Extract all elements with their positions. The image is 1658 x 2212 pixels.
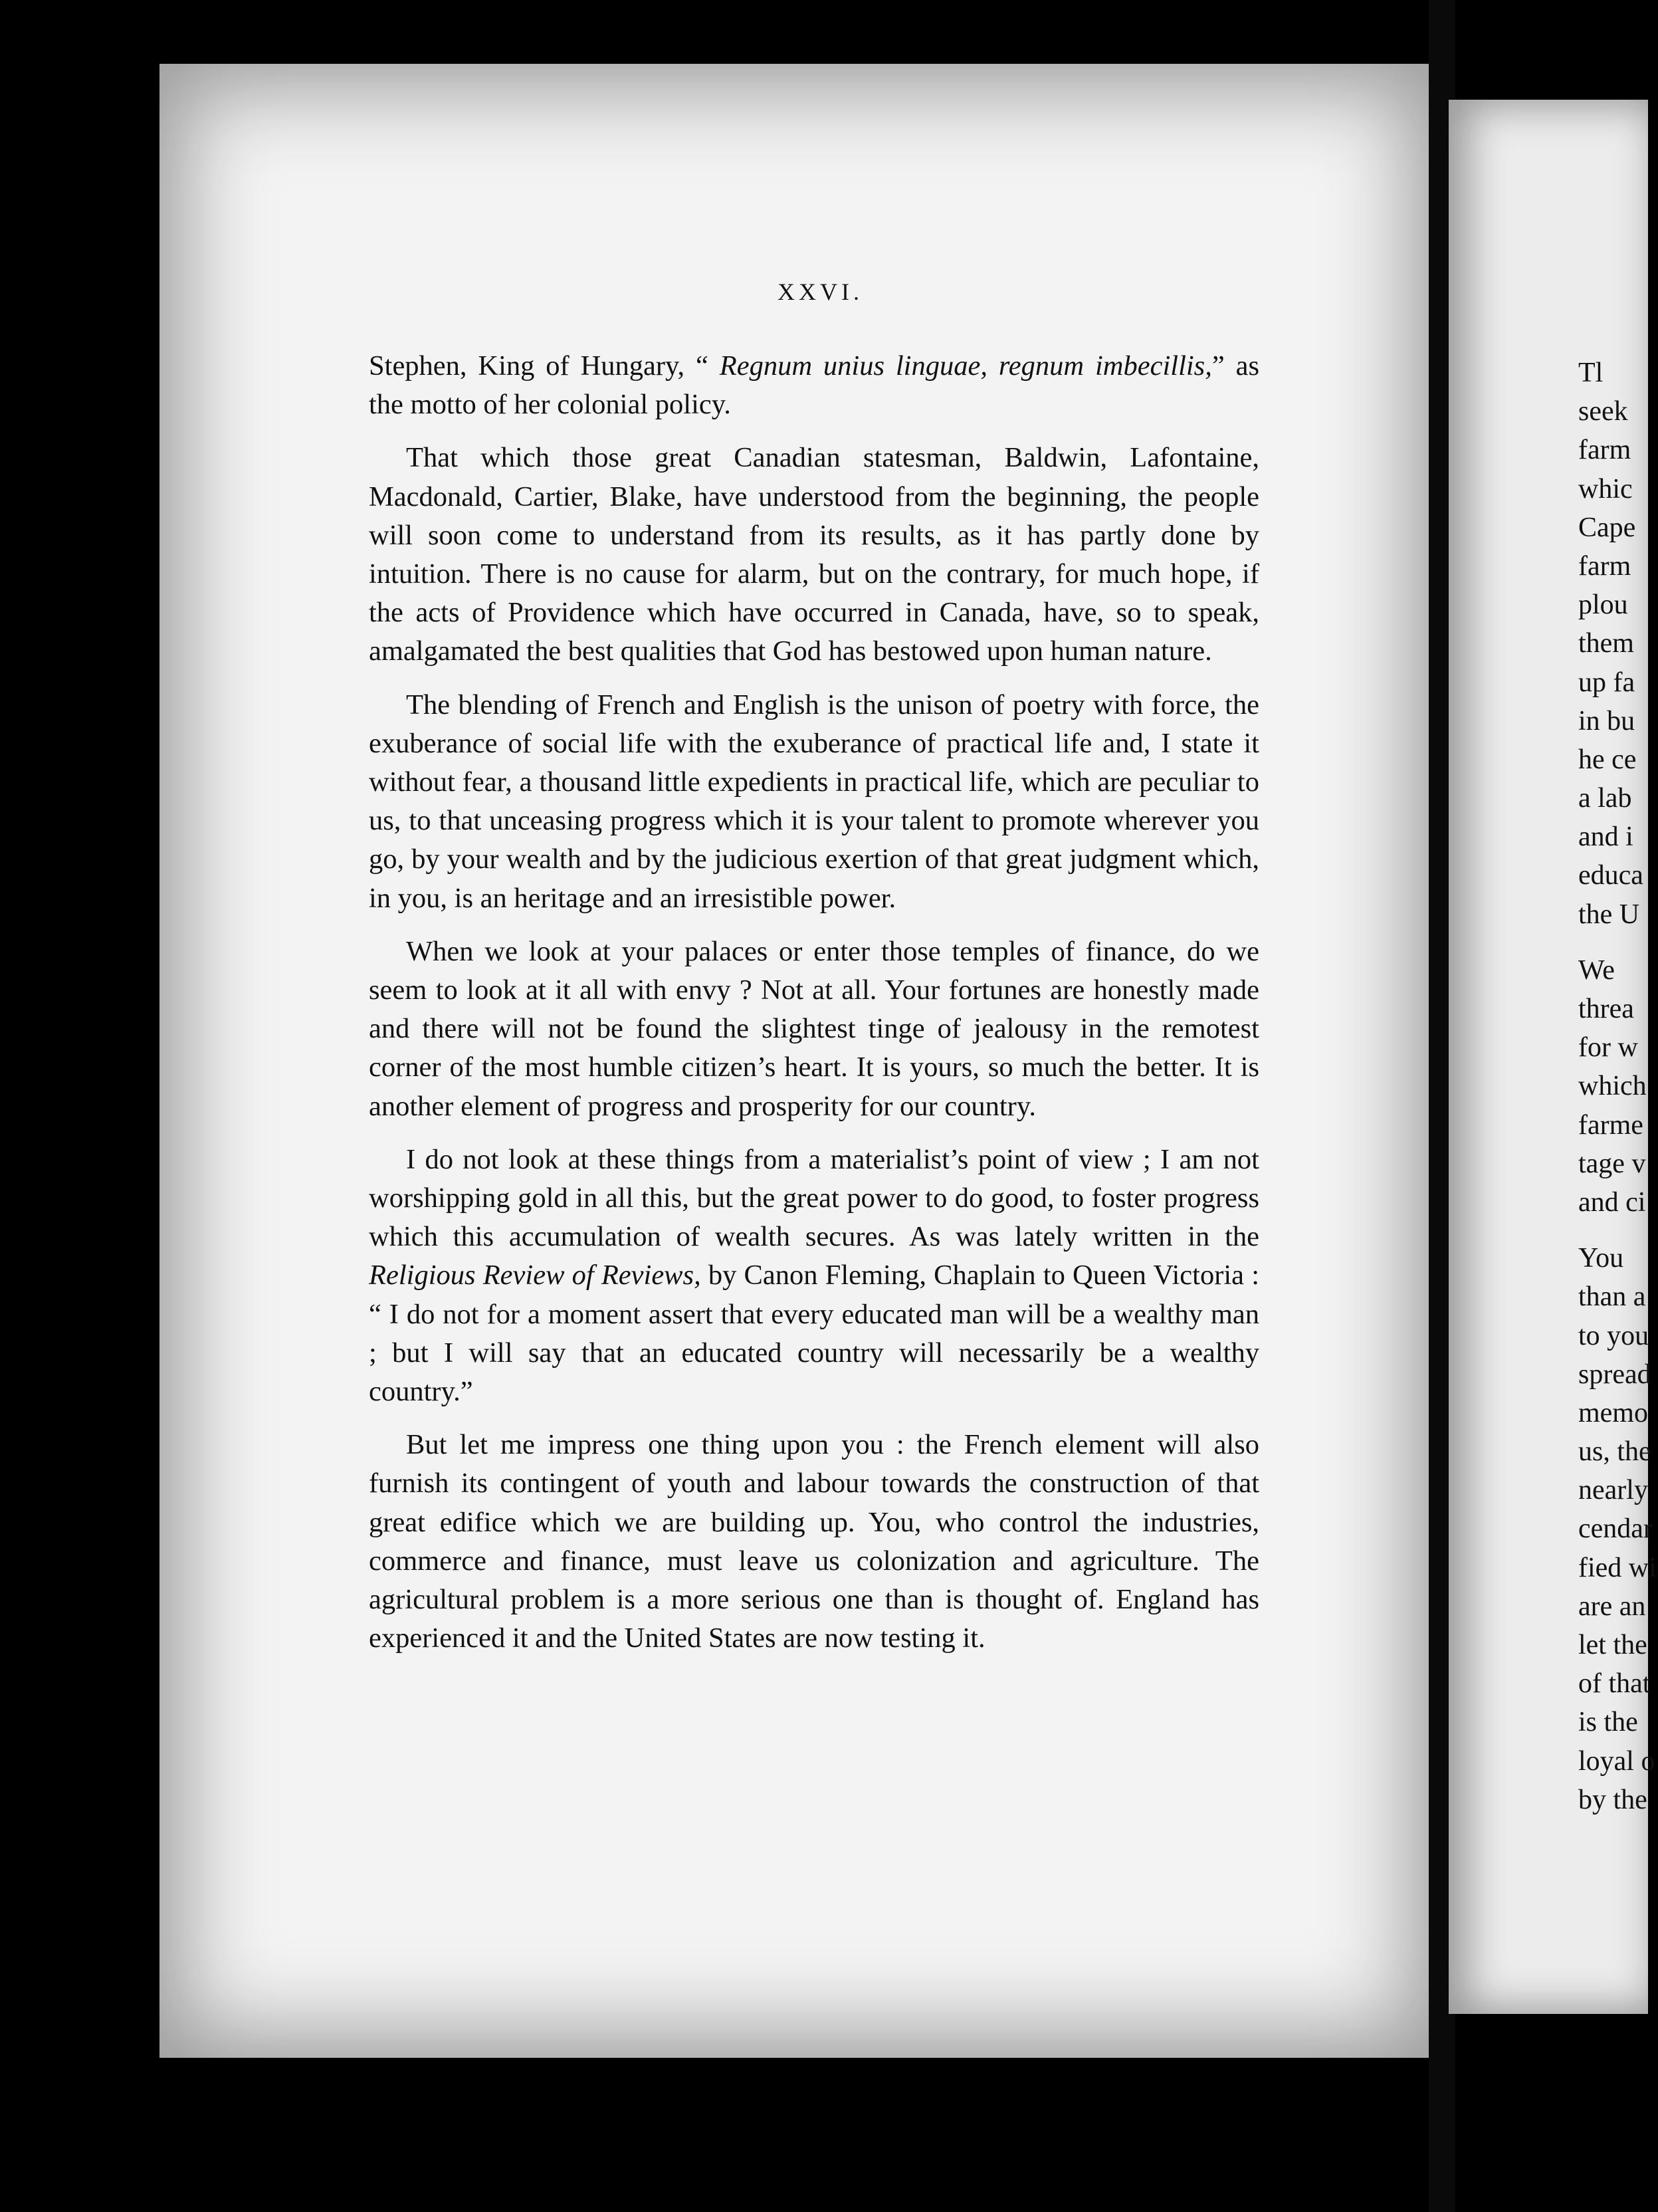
fragment-line: whic — [1578, 473, 1633, 504]
fragment-line: seek — [1578, 396, 1628, 427]
fragment-line: he ce — [1578, 744, 1637, 775]
fragment-line: up fa — [1578, 667, 1635, 698]
fragment-line: let the — [1578, 1630, 1647, 1660]
fragment-line: loyal o — [1578, 1745, 1655, 1777]
text-run: The blending of French and English is the unison of poetry with force, the exuberance of social life with the exuberance of practical life and, I state it without fear, a thousand little expedients in practical life, which are peculiar to us, to that unceasing progress which it is your talent to promote wherever you go, by your wealth and by the judicious exertion of that great judgment which, in you, is an heritage and an irresistible power. — [369, 689, 1259, 914]
fragment-line: threa — [1578, 994, 1634, 1024]
fragment-line: farme — [1578, 1109, 1643, 1141]
paragraph — [369, 347, 1259, 424]
paragraph — [369, 686, 1259, 918]
text-run: I do not look at these things from a materialist’s point of view ; I am not worshipping gold in all this, but the great power to do good, to foster progress which this accumulation of wealth secures. As was lately written in the — [369, 1143, 1259, 1253]
fragment-line: Cape — [1578, 512, 1636, 543]
page-number: XXVI. — [777, 278, 863, 305]
paragraph-gap — [1578, 1222, 1658, 1239]
fragment-line: farm — [1578, 435, 1631, 466]
fragment-line: cendar — [1578, 1513, 1653, 1545]
fragment-line: are an — [1578, 1591, 1646, 1622]
fragment-line: educa — [1578, 860, 1643, 891]
right-page-text-fragments — [1578, 354, 1658, 1819]
fragment-line: You — [1578, 1243, 1624, 1274]
italic-text: Regnum unius linguae, regnum imbecillis, — [719, 350, 1212, 382]
fragment-line: We — [1578, 954, 1615, 986]
fragment-line: a lab — [1578, 783, 1632, 814]
text-run: But let me impress one thing upon you : the French element will also furnish its contingent of youth and labour towards the construction of that great edifice which we are building up. You, who control the industries, commerce and finance, must leave us colonization and agriculture. The agricultural problem is a more serious one than is thought of. England has experienced it and the United States are now testing it. — [369, 1429, 1259, 1654]
fragment-line: which — [1578, 1071, 1647, 1102]
fragment-line: them — [1578, 628, 1634, 659]
text-run: Stephen, King of Hungary, “ — [369, 350, 720, 382]
fragment-line: spread — [1578, 1359, 1651, 1390]
fragment-line: in bu — [1578, 705, 1635, 736]
paragraph — [369, 933, 1259, 1126]
fragment-line: for w — [1578, 1032, 1638, 1063]
text-run: ” as the motto of her colonial policy. — [369, 350, 1259, 421]
fragment-line: of that — [1578, 1668, 1651, 1700]
fragment-line: and ci — [1578, 1186, 1646, 1218]
fragment-line: to you — [1578, 1320, 1649, 1351]
paragraph — [369, 439, 1259, 671]
fragment-line: tage v — [1578, 1148, 1646, 1179]
paragraph-gap — [1578, 934, 1658, 951]
paragraph — [369, 1426, 1259, 1658]
fragment-line: than a — [1578, 1281, 1646, 1313]
fragment-line: is the — [1578, 1707, 1638, 1738]
text-run: That which those great Canadian statesman, Baldwin, Lafontaine, Macdonald, Cartier, Blake, have understood from the beginning, the people will soon come to understand from its results, as it has partly done by intuition. There is no cause for alarm, but on the contrary, for much hope, if the acts of Providence which have occurred in Canada, have, so to speak, amalgamated the best qualities that God has bestowed upon human nature. — [369, 442, 1259, 667]
italic-text: Religious Review of Reviews, — [369, 1260, 701, 1291]
fragment-line: and i — [1578, 822, 1633, 853]
fragment-line: us, the — [1578, 1436, 1651, 1468]
text-run: When we look at your palaces or enter those temples of finance, do we seem to look at it all with envy ? Not at all. Your fortunes are honestly made and there will not be found the slightest tinge of jealousy in the remotest corner of the most humble citizen’s heart. It is yours, so much the better. It is another element of progress and prosperity for our country. — [369, 935, 1259, 1122]
fragment-line: by the — [1578, 1784, 1647, 1815]
fragment-line: nearly — [1578, 1475, 1648, 1506]
fragment-line: the U — [1578, 899, 1640, 930]
fragment-line: memo — [1578, 1397, 1648, 1428]
fragment-line: Tl — [1578, 358, 1604, 388]
fragment-line: fied wi — [1578, 1552, 1657, 1583]
fragment-line: plou — [1578, 590, 1628, 621]
paragraph — [369, 1141, 1259, 1411]
fragment-line: farm — [1578, 550, 1631, 582]
text-run: by Canon Fleming, Chaplain to Queen Victoria : “ I do not for a moment assert that every educated man will be a wealthy man ; but I will say that an educated country will necessarily be a wealthy country.” — [369, 1260, 1259, 1408]
body-text — [369, 347, 1259, 1673]
